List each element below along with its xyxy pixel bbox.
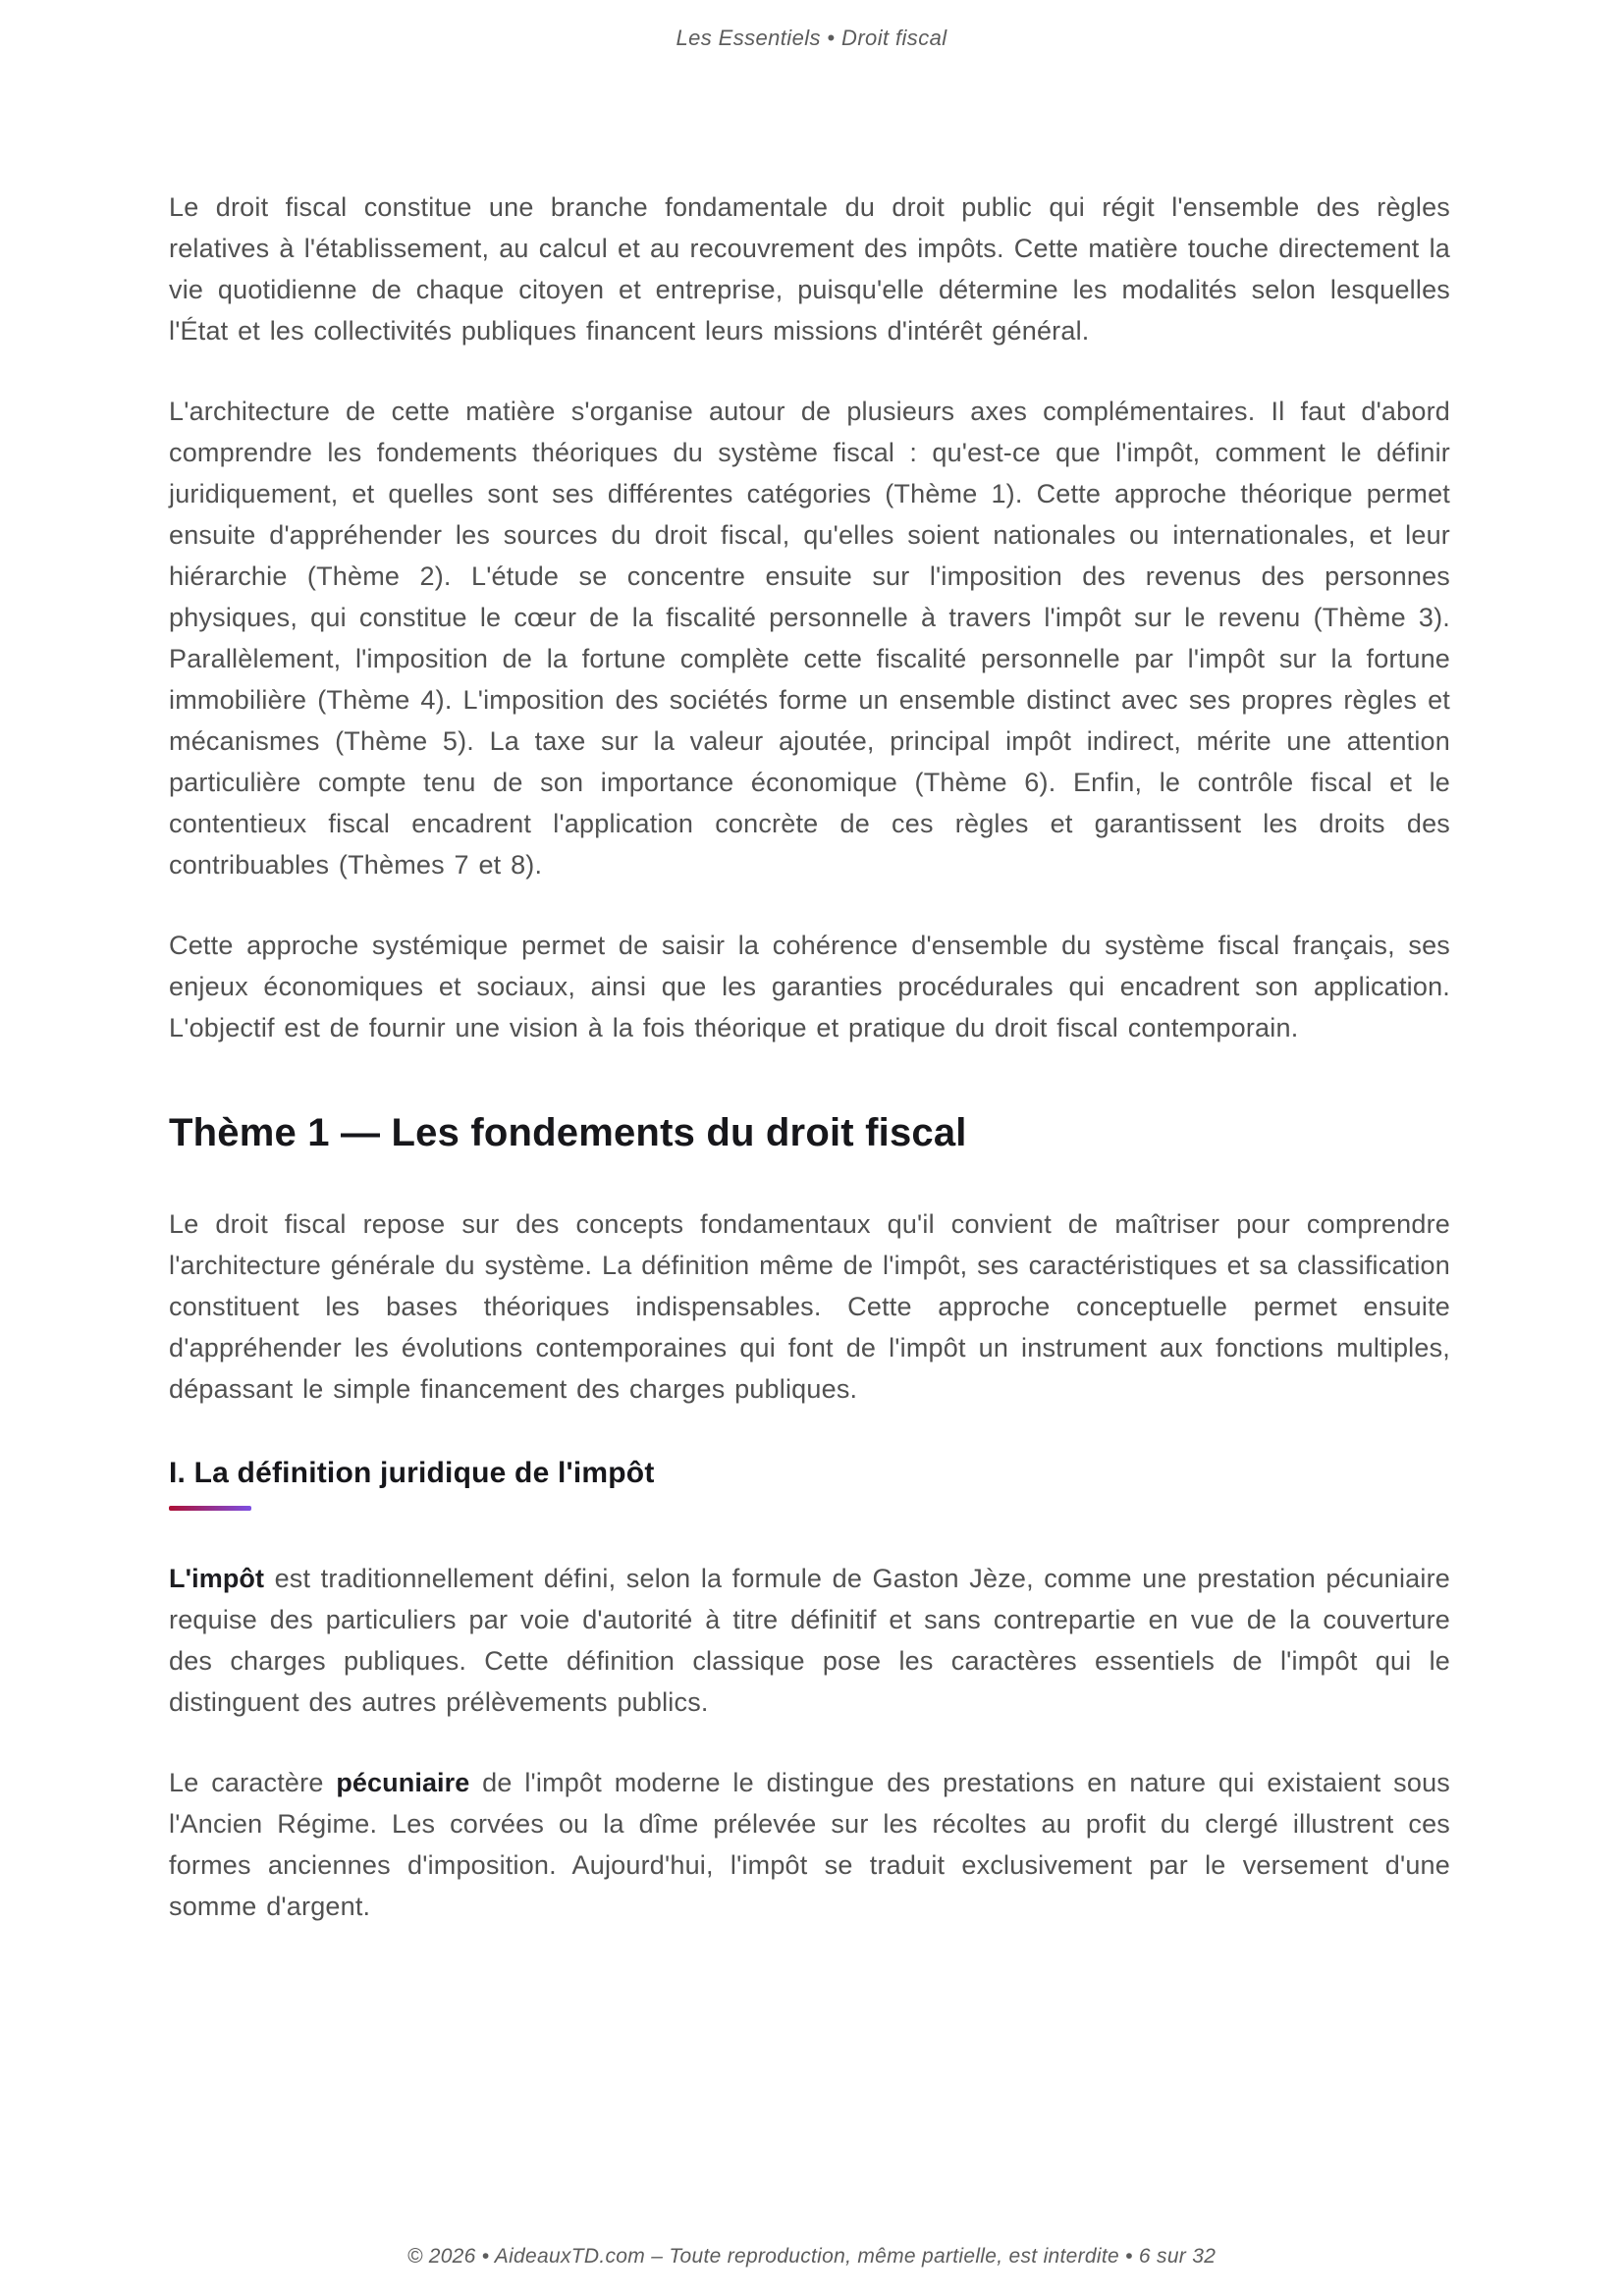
paragraph-intro-1: Le droit fiscal constitue une branche fondamentale du droit public qui régit l'ensemble des règles relatives à l'établissement, au calcul et au recouvrement des impôts. Cette matière touche directement la vie quotidienne de chaque citoyen et entreprise, puisqu'elle détermine les modalités selon lesquelles l'État et les collectivités publiques financent leurs missions d'intérêt général. [169, 192, 1450, 346]
paragraph-theme-intro: Le droit fiscal repose sur des concepts fondamentaux qu'il convient de maîtriser pour comprendre l'architecture générale du système. La définition même de l'impôt, ses caractéristiques et sa classification constituent les bases théoriques indispensables. Cette approche conceptuelle permet ensuite d'appréhender les évolutions contemporaines qui font de l'impôt un instrument aux fonctions multiples, dépassant le simple financement des charges publiques. [169, 1209, 1450, 1404]
section-heading: I. La définition juridique de l'impôt [169, 1457, 655, 1489]
running-footer [0, 2245, 1623, 2269]
section-accent-bar [169, 1506, 251, 1511]
document-body [0, 51, 1623, 1927]
running-header [0, 0, 1623, 51]
paragraph-intro-2: L'architecture de cette matière s'organise autour de plusieurs axes complémentaires. Il faut d'abord comprendre les fondements théoriques du système fiscal : qu'est-ce que l'impôt, comment le définir juridiquement, et quelles sont ses différentes catégories (Thème 1). Cette approche théorique permet ensuite d'appréhender les sources du droit fiscal, qu'elles soient nationales ou internationales, et leur hiérarchie (Thème 2). L'étude se concentre ensuite sur l'imposition des revenus des personnes physiques, qui constitue le cœur de la fiscalité personnelle à travers l'impôt sur le revenu (Thème 3). Parallèlement, l'imposition de la fortune complète cette fiscalité personnelle par l'impôt sur la fortune immobilière (Thème 4). L'imposition des sociétés forme un ensemble distinct avec ses propres règles et mécanismes (Thème 5). La taxe sur la valeur ajoutée, principal impôt indirect, mérite une attention particulière compte tenu de son importance économique (Thème 6). Enfin, le contrôle fiscal et le contentieux fiscal encadrent l'application concrète de ces règles et garantissent les droits des contribuables (Thèmes 7 et 8). [169, 397, 1450, 880]
paragraph-definition: L'impôt est traditionnellement défini, selon la formule de Gaston Jèze, comme une prestation pécuniaire requise des particuliers par voie d'autorité à titre définitif et sans contrepartie en vue de la couverture des charges publiques. Cette définition classique pose les caractères essentiels de l'impôt qui le distinguent des autres prélèvements publics. [169, 1564, 1450, 1717]
paragraph-pecuniaire: Le caractère pécuniaire de l'impôt moderne le distingue des prestations en nature qui existaient sous l'Ancien Régime. Les corvées ou la dîme prélevée sur les récoltes au profit du clergé illustrent ces formes anciennes d'imposition. Aujourd'hui, l'impôt se traduit exclusivement par le versement d'une somme d'argent. [169, 1768, 1450, 1921]
running-footer-text: © 2026 • AideauxTD.com – Toute reproduction, même partielle, est interdite • 6 sur 32 [406, 2245, 1217, 2268]
running-header-text: Les Essentiels • Droit fiscal [676, 26, 947, 50]
paragraph-intro-3: Cette approche systémique permet de saisir la cohérence d'ensemble du système fiscal français, ses enjeux économiques et sociaux, ainsi que les garanties procédurales qui encadrent son application. L'objectif est de fournir une vision à la fois théorique et pratique du droit fiscal contemporain. [169, 931, 1450, 1042]
theme-heading: Thème 1 — Les fondements du droit fiscal [169, 1111, 967, 1154]
